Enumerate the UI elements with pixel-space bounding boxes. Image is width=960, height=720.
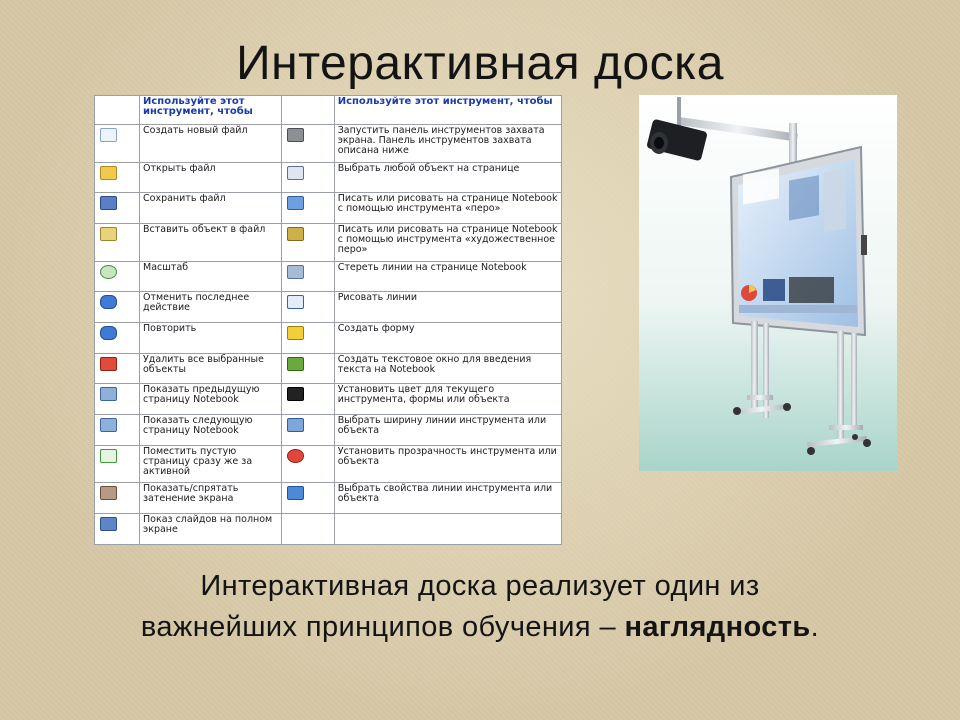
table-cell: Показать/спрятать затенение экрана [140,483,282,514]
table-cell: Писать или рисовать на странице Notebook с помощью инструмента «перо» [334,193,561,224]
table-row [95,514,562,545]
save-disk-icon [100,196,117,210]
table-cell: Отменить последнее действие [140,292,282,323]
zoom-icon [100,265,117,279]
shape-icon [287,326,304,340]
table-cell: Создать новый файл [140,125,282,163]
creative-pen-icon [287,227,304,241]
caption-line-2: важнейших принципов обучения – [140,611,625,643]
line-icon [287,295,304,309]
line-width-icon [287,418,304,432]
caption-period: . [810,611,820,643]
undo-icon [100,295,117,309]
table-cell: Вставить объект в файл [140,223,282,261]
table-row [95,353,562,384]
table-cell: Повторить [140,322,282,353]
table-row [95,415,562,446]
table-cell: Показать предыдущую страницу Notebook [140,384,282,415]
table-cell: Запустить панель инструментов захвата экрана. Панель инструментов захвата описана ниже [334,125,561,163]
table-row [95,223,562,261]
header-icon-cell [95,96,140,125]
table-row [95,162,562,193]
table-cell: Показ слайдов на полном экране [140,514,282,545]
eraser-icon [287,265,304,279]
table-row [95,384,562,415]
text-icon [287,357,304,371]
table-cell: Выбрать ширину линии инструмента или объекта [334,415,561,446]
table-row [95,261,562,292]
caption-emphasis: наглядность [624,611,811,643]
tools-table [94,95,562,545]
slide-title: Интерактивная доска [236,37,724,90]
interactive-whiteboard-illustration [639,95,897,471]
table-row [95,125,562,163]
properties-icon [287,486,304,500]
previous-page-icon [100,387,117,401]
table-cell: Сохранить файл [140,193,282,224]
table-cell: Масштаб [140,261,282,292]
table-cell: Поместить пустую страницу сразу же за активной [140,445,282,483]
table-cell: Писать или рисовать на странице Notebook с помощью инструмента «художественное перо» [334,223,561,261]
caption-line-1: Интерактивная доска реализует один из [200,570,760,602]
table-cell: Открыть файл [140,162,282,193]
table-cell: Установить цвет для текущего инструмента, формы или объекта [334,384,561,415]
table-cell: Стереть линии на странице Notebook [334,261,561,292]
table-cell: Установить прозрачность инструмента или объекта [334,445,561,483]
paste-icon [100,227,117,241]
table-cell: Показать следующую страницу Notebook [140,415,282,446]
next-page-icon [100,418,117,432]
slideshow-icon [100,517,117,531]
table-row [95,445,562,483]
header-left: Используйте этот инструмент, чтобы [140,96,282,125]
table-header-row [95,96,562,125]
delete-icon [100,357,117,371]
table-cell: Рисовать линии [334,292,561,323]
caption [0,566,960,648]
pen-icon [287,196,304,210]
table-row [95,322,562,353]
table-row [95,292,562,323]
redo-icon [100,326,117,340]
new-file-icon [100,128,117,142]
table-cell: Выбрать свойства линии инструмента или объекта [334,483,561,514]
table-cell: Удалить все выбранные объекты [140,353,282,384]
color-icon [287,387,304,401]
screen-shade-icon [100,486,117,500]
screen-capture-icon [287,128,304,142]
table-cell [334,514,561,545]
transparency-icon [287,449,304,463]
table-cell: Создать текстовое окно для введения текста на Notebook [334,353,561,384]
open-folder-icon [100,166,117,180]
blank-page-icon [100,449,117,463]
select-arrow-icon [287,166,304,180]
table-cell: Выбрать любой объект на странице [334,162,561,193]
table-cell: Создать форму [334,322,561,353]
table-row [95,483,562,514]
toolbar-reference-table [94,95,562,545]
table-row [95,193,562,224]
whiteboard-frame [731,147,867,335]
whiteboard-photo [639,95,897,471]
header-right: Используйте этот инструмент, чтобы [334,96,561,125]
header-icon-cell [281,96,334,125]
